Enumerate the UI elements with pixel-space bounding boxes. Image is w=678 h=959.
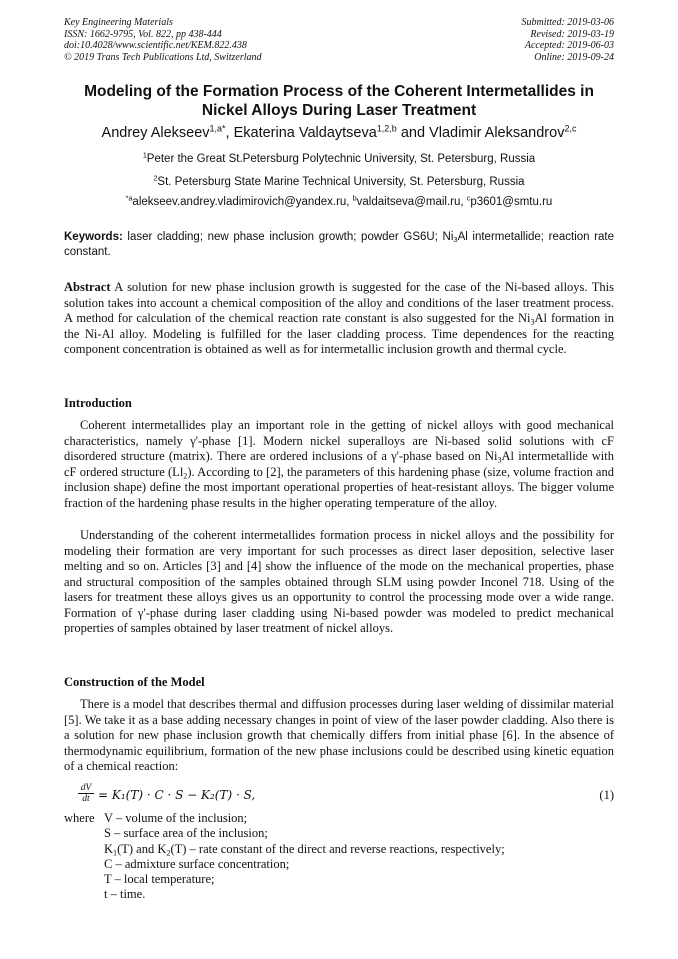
abstract-sub: 3 — [530, 317, 535, 327]
equation-number: (1) — [599, 788, 614, 802]
abstract — [64, 280, 614, 358]
equation-rhs: = K₁(T) · C · S − K₂(T) · S, — [98, 788, 256, 802]
journal-info — [64, 17, 262, 63]
paper-title — [64, 82, 614, 120]
keywords-text-1: laser cladding; new phase inclusion growth; powder GS6U; Ni — [122, 231, 454, 243]
def-surface: S – surface area of the inclusion; — [104, 826, 268, 841]
def-temperature: T – local temperature; — [104, 872, 215, 887]
email-b: valdaitseva@mail.ru, — [356, 196, 467, 208]
journal-copyright: © 2019 Trans Tech Publications Ltd, Switzerland — [64, 51, 262, 63]
def-k-sub-1: 1 — [113, 848, 118, 858]
def-k-part-2: (T) and K — [117, 841, 167, 856]
author-1: Andrey Alekseev — [101, 125, 210, 141]
keywords-sub: 3 — [453, 235, 458, 245]
variable-definitions — [104, 811, 614, 903]
affiliation-1-sup: 1 — [142, 151, 147, 160]
construction-paragraph-1: There is a model that describes thermal and diffusion processes during laser welding of dissimilar material [5]. We take it as a base adding necessary changes in point of view of the laser powder cladding. Also there is a solution for new phase inclusion growth that chemically differs from initial phase [6]. In the absence of thermodynamic equilibrium, formation of the new phase inclusions could be described using kinetic equation of a chemical reaction: — [64, 697, 614, 773]
email-c: p3601@smtu.ru — [470, 196, 553, 208]
author-3-sup: 2,c — [564, 123, 577, 134]
intro-p1-sub-2: 2 — [183, 470, 188, 480]
affiliation-2-text: St. Petersburg State Marine Technical University, St. Petersburg, Russia — [157, 176, 525, 188]
journal-issn: ISSN: 1662-9795, Vol. 822, pp 438-444 — [64, 28, 222, 40]
journal-name: Key Engineering Materials — [64, 17, 173, 28]
email-a: alekseev.andrey.vladimirovich@yandex.ru, — [132, 196, 353, 208]
date-accepted: Accepted: 2019-06-03 — [524, 40, 614, 51]
def-k-part-3: (T) – rate constant of the direct and reverse reactions, respectively; — [170, 841, 505, 856]
introduction-heading: Introduction — [64, 396, 132, 410]
intro-p1-sub-1: 3 — [497, 455, 502, 465]
fraction-numerator: dV — [78, 783, 94, 794]
author-emails — [64, 195, 614, 209]
abstract-text-2: Al formation in the Ni-Al alloy. Modeling is fulfilled for the laser cladding process. Time dependences for the reacting component concentration is obtained as well as for intermetallic inclusion growth and thermal cycle. — [64, 311, 615, 356]
def-time: t – time. — [104, 887, 146, 902]
author-1-sup: 1,a* — [209, 123, 226, 134]
intro-p1-part-2: Al intermetallide with cF ordered structure (Ll — [64, 449, 615, 479]
abstract-text-1: A solution for new phase inclusion growth is suggested for the case of the Ni-based alloys. This solution takes into account a chemical composition of the alloy and conditions of the laser treatment process. A method for calculation of the chemical reaction rate constant is also suggested for the Ni — [64, 280, 614, 325]
email-a-sup: *a — [125, 194, 133, 203]
keywords-label: Keywords: — [64, 231, 123, 243]
def-k-sub-2: 2 — [166, 848, 171, 858]
intro-p1-part-1: Coherent intermetallides play an important role in the getting of nickel alloys with good mechanical characteristics, namely γ'-phase [1]. Modern nickel superalloys are Ni-based solid solutions with cF disordered structure (matrix). There are ordered inclusions of a γ'-phase based on Ni — [64, 418, 614, 463]
author-3: and Vladimir Aleksandrov — [400, 125, 565, 141]
date-revised: Revised: 2019-03-19 — [530, 28, 614, 40]
author-list — [64, 124, 614, 142]
title-line-1: Modeling of the Formation Process of the Coherent Intermetallides in — [84, 83, 594, 100]
affiliation-2-sup: 2 — [153, 174, 158, 183]
def-rate-constants — [104, 842, 614, 857]
affiliation-2 — [64, 175, 614, 189]
introduction-paragraph-2: Understanding of the coherent intermetallides formation process in nickel alloys and the possibility for modeling their formation are very important for such processes as direct laser deposition, selective laser melting and so on. Articles [3] and [4] show the influence of the mode on the mechanical properties, phase and structural composition of the samples obtained through SLM using powder Inconel 718. Using of the lasers for treatment these alloys gives us an opportunity to control the processing mode over a wide range. Formation of γ'-phase during laser cladding using Ni-based powder was modeled to predict mechanical properties of samples obtained by laser treatment of nickel alloys. — [64, 528, 614, 635]
keywords-text-2: Al intermetallide; reaction rate constant. — [64, 231, 614, 258]
def-volume: V – volume of the inclusion; — [104, 811, 248, 825]
def-k-part-1: K — [104, 841, 114, 856]
equation-1 — [78, 783, 614, 807]
intro-p1-part-3: ). According to [2], the parameters of this hardening phase (size, volume fraction and inclusion shape) define the most important operational properties of heat-resistant alloys. The bigger volume fraction of the hardening phase results in the higher operating temperature of the alloy. — [64, 464, 614, 510]
affiliation-1 — [64, 152, 614, 166]
introduction-paragraph-1 — [64, 418, 614, 511]
date-submitted: Submitted: 2019-03-06 — [521, 17, 614, 28]
author-2-sup: 1,2,b — [376, 123, 397, 134]
def-concentration: C – admixture surface concentration; — [104, 856, 290, 871]
construction-heading: Construction of the Model — [64, 675, 205, 689]
title-line-2: Nickel Alloys During Laser Treatment — [201, 102, 477, 119]
affiliation-1-text: Peter the Great St.Petersburg Polytechnic University, St. Petersburg, Russia — [146, 153, 536, 165]
keywords — [64, 230, 614, 260]
journal-doi: doi:10.4028/www.scientific.net/KEM.822.438 — [64, 40, 247, 51]
where-label: where — [64, 811, 95, 825]
author-2: , Ekaterina Valdaytseva — [225, 125, 377, 141]
fraction-denominator: dt — [82, 794, 90, 804]
email-b-sup: b — [352, 194, 357, 203]
date-online: Online: 2019-09-24 — [534, 51, 614, 63]
publication-dates — [522, 17, 615, 63]
equation-fraction — [78, 783, 94, 805]
email-c-sup: c — [466, 194, 471, 203]
abstract-label: Abstract — [64, 280, 111, 294]
